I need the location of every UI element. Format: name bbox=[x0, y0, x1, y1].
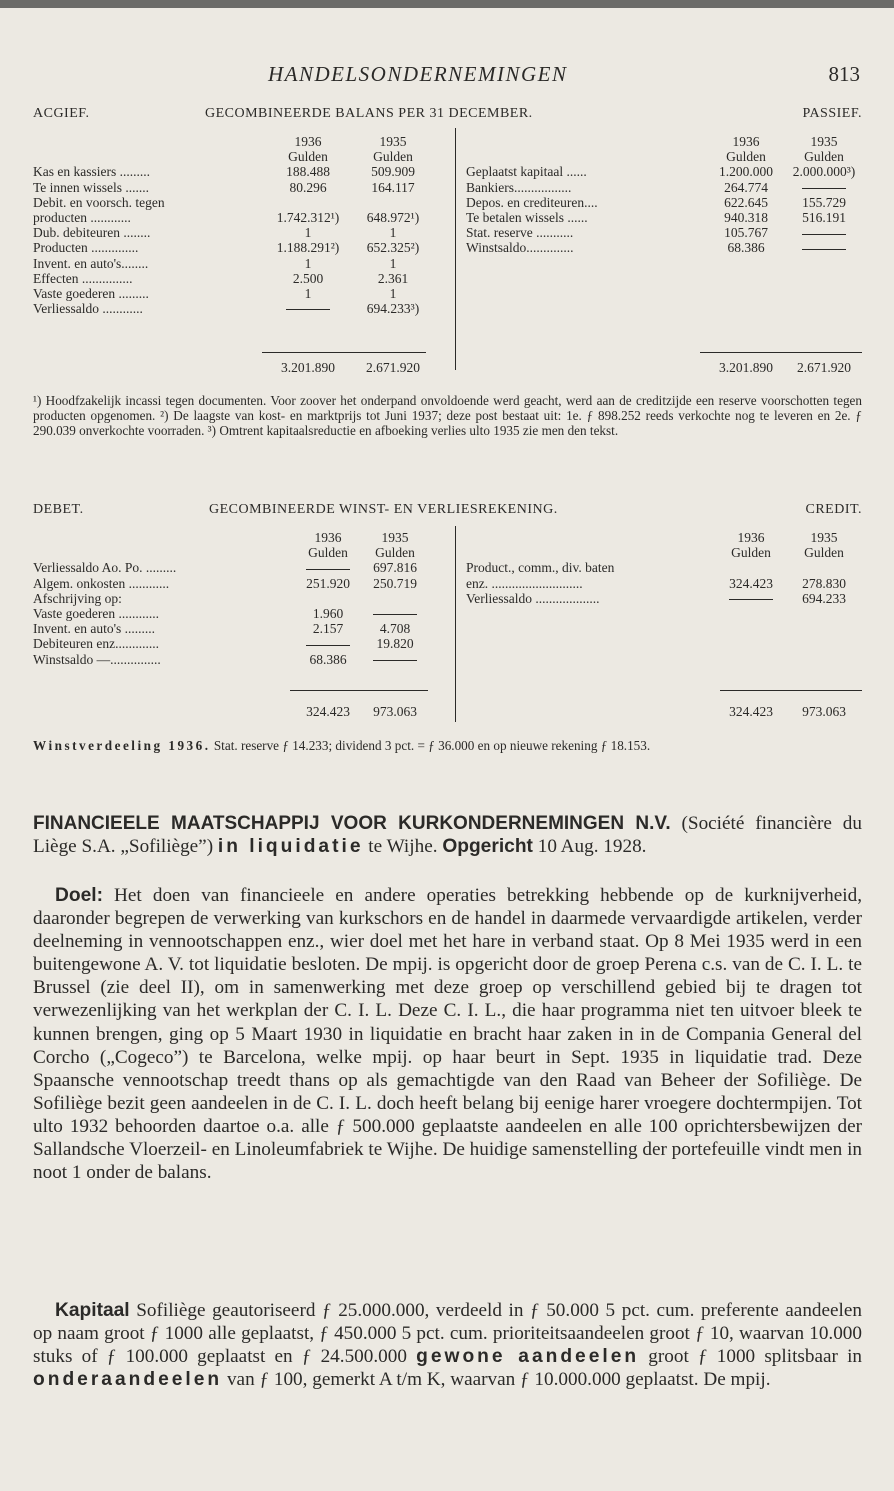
balance-left-label: ACGIEF. bbox=[33, 106, 90, 121]
col-unit: Gulden bbox=[308, 545, 348, 561]
balance-title: GECOMBINEERDE BALANS PER 31 DECEMBER. bbox=[205, 106, 533, 121]
row-value: 19.820 bbox=[376, 636, 414, 652]
founded-date: 10 Aug. 1928. bbox=[532, 836, 647, 858]
col-year: 1936 bbox=[737, 530, 765, 545]
row-value: 80.296 bbox=[289, 179, 327, 195]
row-value: 264.774 bbox=[724, 179, 768, 195]
row-value: 1 bbox=[304, 225, 312, 241]
profit-distribution bbox=[33, 739, 862, 754]
col-year: 1935 bbox=[810, 530, 838, 545]
table-row bbox=[33, 576, 443, 591]
distribution-label: Winstverdeeling 1936. bbox=[33, 738, 211, 753]
dash-rule bbox=[373, 614, 417, 615]
row-label: Verliessaldo Ao. Po. ......... bbox=[33, 560, 177, 576]
pl-right-label: CREDIT. bbox=[805, 502, 862, 517]
col-unit: Gulden bbox=[373, 149, 413, 165]
row-value: 1.188.291²) bbox=[276, 240, 340, 256]
row-value bbox=[355, 606, 435, 621]
table-row bbox=[33, 225, 443, 240]
total-value: 973.063 bbox=[802, 704, 846, 719]
col-year: 1935 bbox=[379, 134, 407, 149]
total-value: 2.671.920 bbox=[366, 360, 420, 375]
dash-rule bbox=[286, 309, 330, 310]
total-value: 324.423 bbox=[306, 704, 350, 719]
table-row bbox=[33, 606, 443, 621]
row-value: 1.742.312¹) bbox=[276, 209, 340, 225]
total-rule bbox=[720, 690, 862, 691]
pl-title: GECOMBINEERDE WINST- EN VERLIESREKENING. bbox=[209, 502, 558, 517]
company-location: te Wijhe. bbox=[363, 836, 443, 858]
row-label: Te innen wissels ....... bbox=[33, 179, 150, 195]
table-row bbox=[33, 621, 443, 636]
row-label: Te betalen wissels ...... bbox=[466, 209, 588, 225]
kapitaal-paragraph bbox=[33, 1299, 862, 1391]
row-label: producten ............ bbox=[33, 209, 131, 225]
total-rule bbox=[290, 690, 428, 691]
balance-totals bbox=[33, 360, 862, 376]
table-row bbox=[33, 164, 443, 179]
col-unit: Gulden bbox=[804, 545, 844, 561]
kapitaal-text: Sofiliège geautoriseerd ƒ 25.000.000, verdeeld in ƒ 50.000 5 pct. cum. preferente aandeelen op naam groot ƒ 1000 alle geplaatst, ƒ 450.000 5 pct. cum. prioriteitsaandeelen groot ƒ 10, waarvan 10.000 stuks of ƒ 100.000 geplaatst en ƒ 24.500.000 bbox=[33, 1300, 862, 1368]
pl-right-table bbox=[466, 530, 862, 606]
column-divider bbox=[455, 526, 456, 722]
total-value: 3.201.890 bbox=[281, 360, 335, 375]
balance-heading bbox=[33, 106, 862, 124]
row-value: 509.909 bbox=[371, 164, 415, 180]
table-row bbox=[33, 652, 443, 667]
doel-paragraph bbox=[33, 884, 862, 1184]
total-value: 2.671.920 bbox=[797, 360, 851, 375]
pl-totals bbox=[33, 704, 862, 720]
row-value: 694.233³) bbox=[366, 301, 420, 317]
liquidation-status: in liquidatie bbox=[217, 836, 364, 858]
row-value bbox=[355, 652, 435, 667]
onderaandeelen: onderaandeelen bbox=[33, 1369, 223, 1391]
row-value: 188.488 bbox=[286, 164, 330, 180]
row-label: Verliessaldo ................... bbox=[466, 590, 600, 606]
row-label: Verliessaldo ............ bbox=[33, 301, 143, 317]
row-value bbox=[711, 591, 791, 606]
row-label: Vaste goederen ......... bbox=[33, 285, 149, 301]
row-label: Afschrijving op: bbox=[33, 590, 122, 606]
col-year: 1935 bbox=[810, 134, 838, 149]
running-title: HANDELSONDERNEMINGEN bbox=[268, 62, 568, 86]
dash-rule bbox=[306, 569, 350, 570]
balance-left-table bbox=[33, 134, 443, 316]
row-value: 164.117 bbox=[371, 179, 415, 195]
table-row bbox=[33, 286, 443, 301]
row-label: Invent. en auto's ......... bbox=[33, 621, 156, 637]
total-rule bbox=[700, 352, 862, 353]
total-value: 3.201.890 bbox=[719, 360, 773, 375]
row-value: 622.645 bbox=[724, 194, 768, 210]
row-value: 1.960 bbox=[312, 605, 344, 621]
row-value: 2.361 bbox=[377, 270, 409, 286]
running-header bbox=[0, 62, 894, 88]
balance-right-table bbox=[466, 134, 862, 256]
row-label: Vaste goederen ............ bbox=[33, 605, 159, 621]
row-value: 250.719 bbox=[373, 575, 417, 591]
row-value: 1 bbox=[389, 255, 397, 271]
row-label: Depos. en crediteuren.... bbox=[466, 194, 598, 210]
row-label: Algem. onkosten ............ bbox=[33, 575, 170, 591]
total-value: 973.063 bbox=[373, 704, 417, 719]
table-row bbox=[33, 636, 443, 651]
row-label: Winstsaldo.............. bbox=[466, 240, 574, 256]
row-label: Dub. debiteuren ........ bbox=[33, 225, 151, 241]
row-value: 1.200.000 bbox=[719, 164, 773, 180]
table-row bbox=[466, 195, 862, 210]
dash-rule bbox=[373, 660, 417, 661]
row-value: 1 bbox=[304, 285, 312, 301]
col-year: 1935 bbox=[381, 530, 409, 545]
col-unit: Gulden bbox=[375, 545, 415, 561]
row-value: 1 bbox=[389, 285, 397, 301]
kapitaal-text: groot ƒ 1000 splitsbaar in bbox=[639, 1346, 862, 1368]
table-row bbox=[466, 180, 862, 195]
row-value bbox=[784, 225, 864, 240]
row-label: Invent. en auto's........ bbox=[33, 255, 149, 271]
scan-top-edge bbox=[0, 0, 894, 8]
dash-rule bbox=[306, 645, 350, 646]
company-heading-paragraph bbox=[33, 812, 862, 858]
row-value: 1 bbox=[304, 255, 312, 271]
row-value: 697.816 bbox=[373, 560, 417, 576]
row-value: 4.708 bbox=[379, 621, 411, 637]
table-row bbox=[33, 271, 443, 286]
dash-rule bbox=[802, 249, 846, 250]
gewone-aandeelen: gewone aandeelen bbox=[416, 1346, 640, 1368]
table-row bbox=[33, 591, 443, 606]
row-value: 68.386 bbox=[309, 651, 347, 667]
col-unit: Gulden bbox=[726, 149, 766, 165]
row-label: Producten .............. bbox=[33, 240, 139, 256]
row-value: 155.729 bbox=[802, 194, 846, 210]
row-value: 251.920 bbox=[306, 575, 350, 591]
row-value bbox=[268, 301, 348, 316]
row-value: 2.000.000³) bbox=[792, 164, 856, 180]
table-row bbox=[33, 560, 443, 575]
row-value: 940.318 bbox=[724, 209, 768, 225]
table-row bbox=[33, 180, 443, 195]
row-label: Kas en kassiers ......... bbox=[33, 164, 150, 180]
col-unit: Gulden bbox=[731, 545, 771, 561]
col-unit: Gulden bbox=[288, 149, 328, 165]
row-label: Product., comm., div. baten bbox=[466, 560, 615, 576]
total-rule bbox=[262, 352, 426, 353]
row-value: 324.423 bbox=[729, 575, 773, 591]
row-value: 2.157 bbox=[312, 621, 344, 637]
pl-left-table bbox=[33, 530, 443, 667]
dash-rule bbox=[802, 234, 846, 235]
row-value: 652.325²) bbox=[366, 240, 420, 256]
table-row bbox=[466, 225, 862, 240]
table-row bbox=[33, 195, 443, 210]
row-value: 105.767 bbox=[724, 225, 768, 241]
table-row bbox=[466, 576, 862, 591]
page-number: 813 bbox=[828, 62, 860, 86]
table-row bbox=[33, 240, 443, 255]
col-unit: Gulden bbox=[804, 149, 844, 165]
row-label: Winstsaldo —............... bbox=[33, 651, 161, 667]
table-row bbox=[466, 591, 862, 606]
row-value: 694.233 bbox=[802, 590, 846, 606]
company-alt-name: (Société financière du Liège S.A. „Sofiliège”) bbox=[33, 813, 862, 858]
dash-rule bbox=[729, 599, 773, 600]
distribution-text: Stat. reserve ƒ 14.233; dividend 3 pct. = ƒ 36.000 en op nieuwe rekening ƒ 18.153. bbox=[213, 738, 651, 753]
balance-right-label: PASSIEF. bbox=[802, 106, 862, 121]
kapitaal-label: Kapitaal bbox=[55, 1300, 130, 1321]
pl-left-label: DEBET. bbox=[33, 502, 84, 517]
row-value: 1 bbox=[389, 225, 397, 241]
row-label: enz. ........................... bbox=[466, 575, 583, 591]
row-label: Geplaatst kapitaal ...... bbox=[466, 164, 587, 180]
col-year: 1936 bbox=[294, 134, 322, 149]
table-row bbox=[33, 210, 443, 225]
row-label: Effecten ............... bbox=[33, 270, 133, 286]
pl-heading bbox=[33, 502, 862, 520]
col-year: 1936 bbox=[314, 530, 342, 545]
row-label: Debit. en voorsch. tegen bbox=[33, 194, 165, 210]
row-value: 516.191 bbox=[802, 209, 846, 225]
row-value: 68.386 bbox=[727, 240, 765, 256]
total-value: 324.423 bbox=[729, 704, 773, 719]
row-value bbox=[784, 180, 864, 195]
founded-label: Opgericht bbox=[442, 836, 533, 858]
table-row bbox=[466, 210, 862, 225]
balance-footnote: ¹) Hoodfzakelijk incassi tegen documenten. Voor zoover het onderpand onvoldoende werd geacht, werd aan de creditzijde een reserve voorschotten tegen producten opgenomen. ²) De laagste van kost- en marktprijs tot Juni 1937; deze post bestaat uit: 1e. ƒ 898.252 reeds verkochte nog te leveren en 2e. ƒ 290.039 onverkochte voorraden. ³) Omtrent kapitaalsreductie en afboeking verlies ulto 1935 zie men den tekst. bbox=[33, 393, 862, 438]
table-row bbox=[466, 240, 862, 255]
table-row bbox=[466, 164, 862, 179]
doel-label: Doel: bbox=[55, 885, 103, 906]
column-divider bbox=[455, 128, 456, 370]
doel-text: Het doen van financieele en andere operaties betrekking hebbende op de kurknijverheid, daaronder begrepen de verwerking van kurkschors en de handel in daarmede vervaardigde artikelen, verder deelneming in vennootschappen enz., wier doel met het hare in verband staat. Op 8 Mei 1935 werd in een buitengewone A. V. tot liquidatie besloten. De mpij. is opgericht door de groep Perena c.s. van de C. I. L. te Brussel (zie deel II), om in samenwerking met deze groep op verschillend gebied bij te dragen tot verwezenlijking van het werkplan der C. I. L. Deze C. I. L., die haar programma niet ten uitvoer bleek te kunnen brengen, ging op 5 Maart 1930 in liquidatie en bracht haar zaken in in de Compania General del Corcho („Cogeco”) te Barcelona, welke mpij. op haar beurt in Sept. 1935 in liquidatie trad. Deze Spaansche vennootschap treedt thans op als gemachtigde van den Raad van Beheer der Sofiliège. De Sofiliège bezit geen aandeelen in de C. I. L. doch heeft belang bij eenige harer vroegere dochtermpijen. Tot ulto 1932 behoorden daartoe o.a. alle ƒ 500.000 geplaatste aandeelen en alle 100 oprichtersbewijzen der Sallandsche Vloerzeil- en Linoleumfabriek te Wijhe. De huidige samenstelling der portefeuille vindt men in noot 1 onder de balans. bbox=[33, 885, 862, 1184]
row-label: Debiteuren enz............. bbox=[33, 636, 159, 652]
table-row bbox=[33, 256, 443, 271]
dash-rule bbox=[802, 188, 846, 189]
row-label: Bankiers................. bbox=[466, 179, 572, 195]
table-row bbox=[466, 560, 862, 575]
kapitaal-text: van ƒ 100, gemerkt A t/m K, waarvan ƒ 10.000.000 geplaatst. De mpij. bbox=[222, 1369, 771, 1391]
row-value: 2.500 bbox=[292, 270, 324, 286]
table-row bbox=[33, 301, 443, 316]
col-year: 1936 bbox=[732, 134, 760, 149]
row-label: Stat. reserve ........... bbox=[466, 225, 574, 241]
row-value: 278.830 bbox=[802, 575, 846, 591]
company-name: FINANCIEELE MAATSCHAPPIJ VOOR KURKONDERNEMINGEN N.V. bbox=[33, 813, 671, 834]
row-value bbox=[784, 240, 864, 255]
row-value: 648.972¹) bbox=[366, 209, 420, 225]
